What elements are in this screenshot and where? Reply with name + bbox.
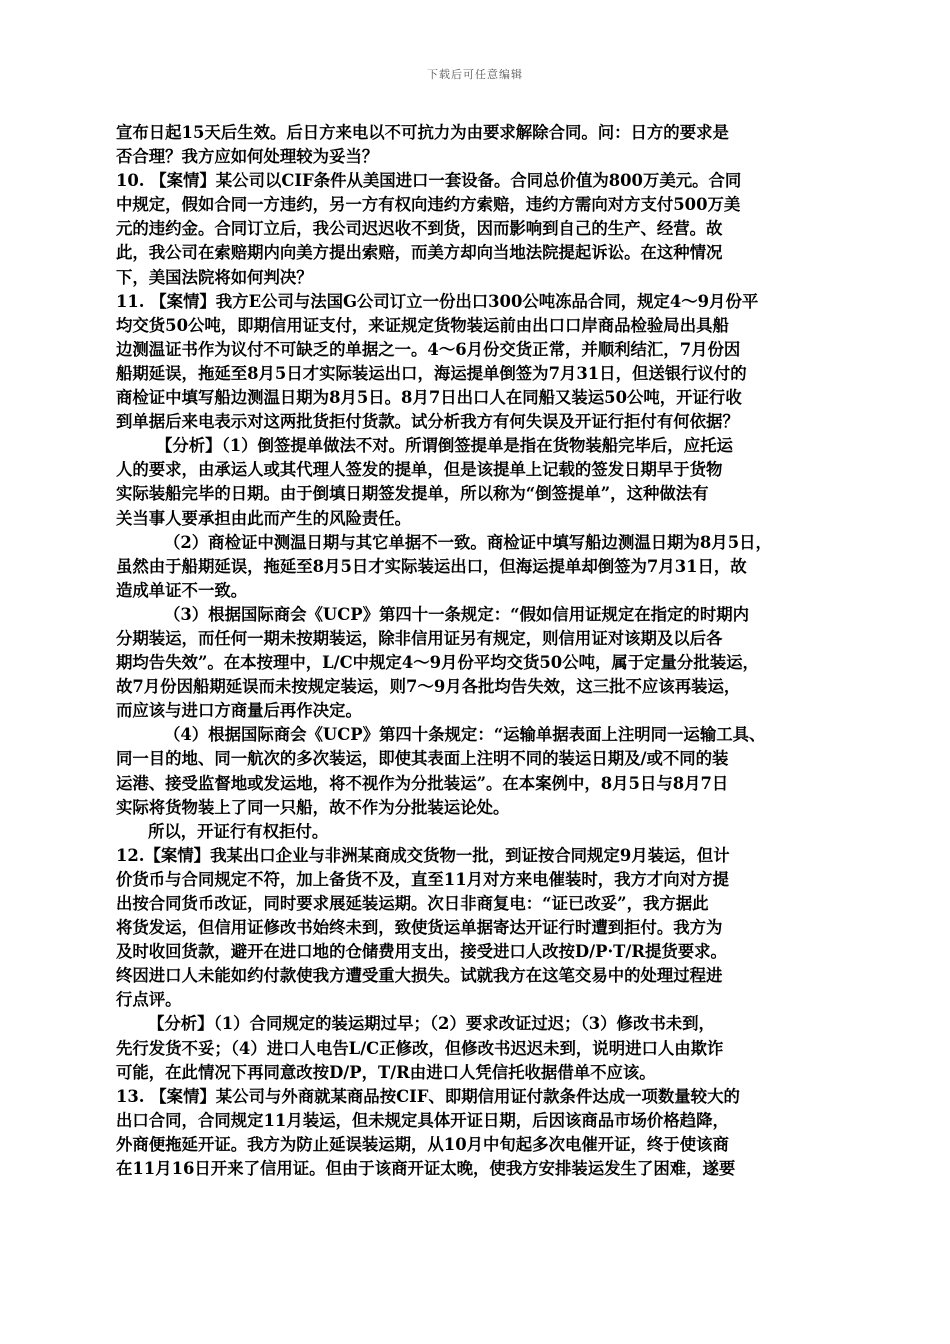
text-line: 在11月16日开来了信用证。但由于该商开证太晚，使我方安排装运发生了困难，遂要 xyxy=(116,1159,736,1179)
document-body xyxy=(116,121,838,1181)
text-line: 运港、接受监督地或发运地，将不视作为分批装运”。在本案例中，8月5日与8月7日 xyxy=(116,773,729,793)
text-line: 终因进口人未能如约付款使我方遭受重大损失。试就我方在这笔交易中的处理过程进 xyxy=(116,966,723,986)
text-line: 12.【案情】我某出口企业与非洲某商成交货物一批，到证按合同规定9月装运，但计 xyxy=(116,845,730,865)
text-line: 关当事人要承担由此而产生的风险责任。 xyxy=(116,508,412,528)
text-line: 及时收回货款，避开在进口地的仓储费用支出，接受进口人改按D/P·T/R提货要求。 xyxy=(116,942,727,962)
text-line: 中规定，假如合同一方违约，另一方有权向违约方索赔，违约方需向对方支付500万美 xyxy=(116,195,741,215)
text-line: 外商便拖延开证。我方为防止延误装运期，从10月中旬起多次电催开证，终于使该商 xyxy=(116,1134,729,1154)
text-line: 行点评。 xyxy=(116,990,182,1010)
text-line: 边测温证书作为议付不可缺乏的单据之一。4～6月份交货正常，并顺利结汇，7月份因 xyxy=(116,339,741,359)
text-line: 同一目的地、同一航次的多次装运，即使其表面上注明不同的装运日期及/或不同的装 xyxy=(116,749,729,769)
text-line: 【分析】（1）合同规定的装运期过早；（2）要求改证过迟；（3）修改书未到， xyxy=(148,1014,715,1034)
text-line: 虽然由于船期延误，拖延至8月5日才实际装运出口，但海运提单却倒签为7月31日，故 xyxy=(116,556,747,576)
text-line: 而应该与进口方商量后再作决定。 xyxy=(116,701,362,721)
text-line: 人的要求，由承运人或其代理人签发的提单，但是该提单上记载的签发日期早于货物 xyxy=(116,460,723,480)
text-line: （4）根据国际商会《UCP》第四十条规定：“运输单据表面上注明同一运输工具、 xyxy=(164,725,766,745)
text-line: 10. 【案情】某公司以CIF条件从美国进口一套设备。合同总价值为800万美元。合同 xyxy=(116,171,742,191)
text-line: （3）根据国际商会《UCP》第四十一条规定：“假如信用证规定在指定的时期内 xyxy=(164,604,749,624)
text-line: （2）商检证中测温日期与其它单据不一致。商检证中填写船边测温日期为8月5日， xyxy=(164,532,772,552)
text-line: 故7月份因船期延误而未按规定装运，则7～9月各批均告失效，这三批不应该再装运， xyxy=(116,677,741,697)
page-header: 下载后可任意编辑 xyxy=(427,68,523,81)
text-line: 13. 【案情】某公司与外商就某商品按CIF、即期信用证付款条件达成一项数量较大的 xyxy=(116,1086,740,1106)
text-line: 实际将货物装上了同一只船，故不作为分批装运论处。 xyxy=(116,797,510,817)
text-line: 可能，在此情况下再同意改按D/P，T/R由进口人凭信托收据借单不应该。 xyxy=(116,1062,656,1082)
text-line: 出口合同，合同规定11月装运，但未规定具体开证日期，后因该商品市场价格趋降， xyxy=(116,1110,729,1130)
text-line: 元的违约金。合同订立后，我公司迟迟收不到货，因而影响到自己的生产、经营。故 xyxy=(116,219,723,239)
text-line: 船期延误，拖延至8月5日才实际装运出口，海运提单倒签为7月31日，但送银行议付的 xyxy=(116,363,747,383)
text-line: 均交货50公吨，即期信用证支付，来证规定货物装运前由出口口岸商品检验局出具船 xyxy=(116,315,729,335)
text-line: 分期装运，而任何一期未按期装运，除非信用证另有规定，则信用证对该期及以后各 xyxy=(116,628,723,648)
text-line: 宣布日起15天后生效。后日方来电以不可抗力为由要求解除合同。问：日方的要求是 xyxy=(116,123,729,142)
text-line: 否合理？我方应如何处理较为妥当？ xyxy=(116,147,379,167)
text-line: 造成单证不一致。 xyxy=(116,580,248,600)
text-line: 价货币与合同规定不符，加上备货不及，直至11月对方来电催装时，我方才向对方提 xyxy=(116,869,729,889)
text-line: 11. 【案情】我方E公司与法国G公司订立一份出口300公吨冻品合同，规定4～9月份平 xyxy=(116,291,759,311)
text-line: 下，美国法院将如何判决？ xyxy=(116,267,313,287)
text-line: 到单据后来电表示对这两批货拒付货款。试分析我方有何失误及开证行拒付有何依据？ xyxy=(116,412,739,432)
text-line: 【分析】（1）倒签提单做法不对。所谓倒签提单是指在货物装船完毕后，应托运 xyxy=(156,436,733,456)
text-line: 所以，开证行有权拒付。 xyxy=(148,821,329,841)
text-line: 将货发运，但信用证修改书始终未到，致使货运单据寄达开证行时遭到拒付。我方为 xyxy=(116,918,723,938)
text-line: 此，我公司在索赔期内向美方提出索赔，而美方却向当地法院提起诉讼。在这种情况 xyxy=(116,243,723,263)
text-line: 实际装船完毕的日期。由于倒填日期签发提单，所以称为“倒签提单”，这种做法有 xyxy=(116,484,709,504)
text-line: 出按合同货币改证，同时要求展延装运期。次日非商复电：“证已改妥”，我方据此 xyxy=(116,894,709,913)
text-line: 商检证中填写船边测温日期为8月5日。8月7日出口人在同船又装运50公吨，开证行收 xyxy=(116,388,742,408)
text-line: 期均告失效”。在本按理中，L/C中规定4～9月份平均交货50公吨，属于定量分批装运， xyxy=(116,653,759,673)
text-line: 先行发货不妥；（4）进口人电告L/C正修改，但修改书迟迟未到，说明进口人由欺诈 xyxy=(116,1038,724,1058)
